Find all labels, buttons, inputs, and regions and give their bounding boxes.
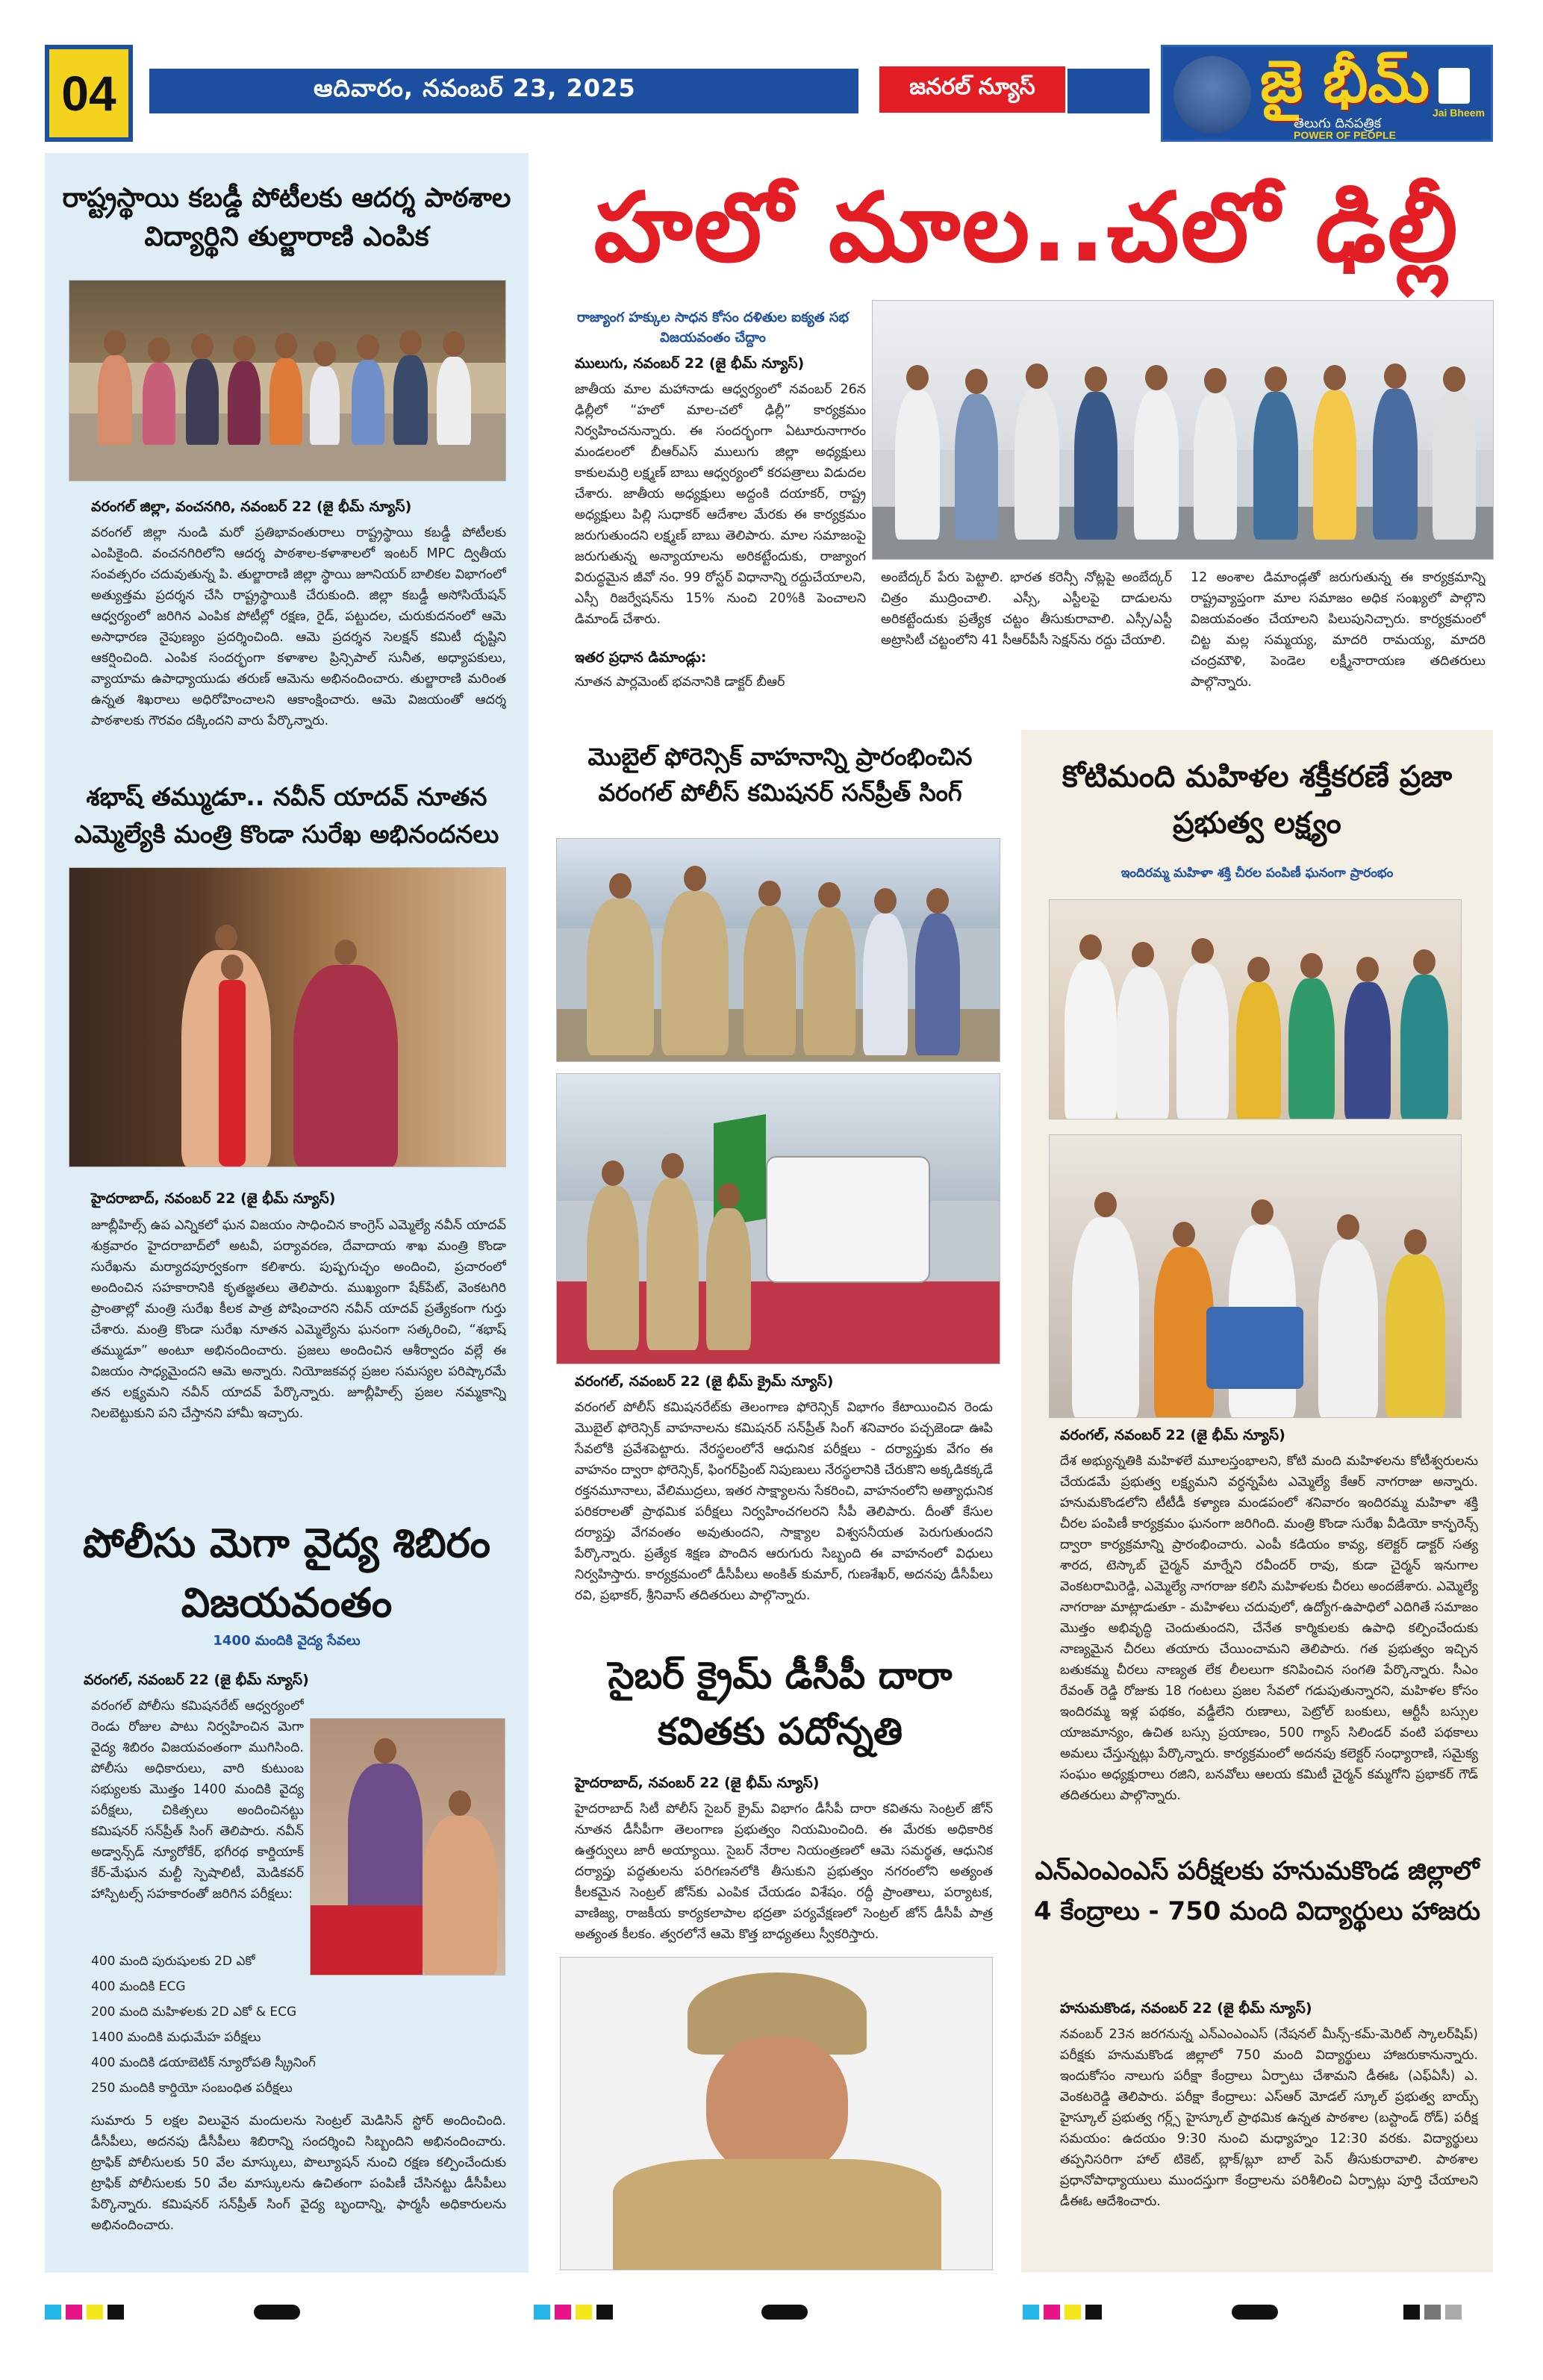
registration-pill-mark (761, 2305, 808, 2320)
color-registration-mark (45, 2305, 128, 2320)
mala-subhead: రాజ్యాంగ హక్కుల సాధన కోసం దళితుల ఐక్యత సభ విజయవంతం చేద్దాం (577, 310, 849, 346)
date-band (149, 69, 858, 113)
women-subhead: ఇందిరమ్మ మహిళా శక్తి చీరల పంపిణీ ఘనంగా ప్రారంభం (1120, 866, 1394, 881)
naveen-photo (69, 867, 506, 1167)
forensic-headline: మొబైల్ ఫోరెన్సిక్ వాహనాన్ని ప్రారంభించిన వరంగల్ పోలీస్ కమిషనర్ సన్‌ప్రీత్ సింగ్ (587, 743, 973, 807)
kabaddi-headline: రాష్ట్రస్థాయి కబడ్డీ పోటీలకు ఆదర్శ పాఠశాల విద్యార్థిని తుల్జారాణి ఎంపిక (62, 183, 511, 253)
section-tag (877, 64, 1067, 115)
naveen-body: జూబ్లీహిల్స్ ఉప ఎన్నికలో ఘన విజయం సాధించిన కాంగ్రెస్ ఎమ్మెల్యే నవీన్ యాదవ్ శుక్రవారం హైదరాబాద్‌లో అటవీ, పర్యావరణ, దేవాదాయ శాఖ మంత్రి కొండా సురేఖను మర్యాదపూర్వకంగా కలిశారు. పుష్పగుచ్ఛం అందించి, ప్రచారంలో అందించిన సహకారానికి కృతజ్ఞతలు తెలిపారు. ముఖ్యంగా షేక్‌పేట్, వెంకటగిరి ప్రాంతాల్లో మంత్రి సురేఖ కీలక పాత్ర పోషించారని నవీన్ యాదవ్ ప్రత్యేకంగా గుర్తు చేశారు. మంత్రి కొండా సురేఖ నూతన ఎమ్మెల్యేను ఘనంగా సత్కరించి, “శభాష్ తమ్ముడూ” అంటూ అభినందించారు. ప్రజలు అందించిన ఆశీర్వాదం వల్లే ఈ విజయం సాధ్యమైందని ఆమె అన్నారు. నియోజకవర్గ ప్రజల సమస్యల పరిష్కారమే తన లక్ష్యమని నవీన్ యాదవ్ పేర్కొన్నారు. జూబ్లీహిల్స్ ప్రజల నమ్మకాన్ని నిలబెట్టుకుని పని చేస్తానని హామీ ఇచ్చారు. (91, 1218, 506, 1421)
medical-headline: పోలీసు మెగా వైద్య శిబిరం విజయవంతం (82, 1519, 491, 1626)
mala-byline: ములుగు, నవంబర్ 22 (జై భీమ్ న్యూస్) (575, 355, 805, 372)
registration-pill-mark (254, 2305, 300, 2320)
color-registration-mark (534, 2305, 617, 2320)
nmms-byline: హనుమకొండ, నవంబర్ 22 (జై భీమ్ న్యూస్) (1060, 2000, 1312, 2017)
forensic-photo-2 (556, 1073, 1000, 1364)
women-byline: వరంగల్, నవంబర్ 22 (జై భీమ్ న్యూస్) (1060, 1427, 1285, 1443)
mala-column-three: 12 అంశాల డిమాండ్లతో జరుగుతున్న ఈ కార్యక్రమాన్ని రాష్ట్రవ్యాప్తంగా మాల సమాజం అధిక సంఖ్యలో పాల్గొని విజయవంతం చేయాలని పిలుపునిచ్చారు. కార్యక్రమంలో చిట్ట మల్ల సమ్మయ్య, మాదరి రామయ్య, మాదరి చంద్రమౌళి, పెండెల లక్ష్మీనారాయణ తదితరులు పాల్గొన్నారు. (1191, 570, 1486, 690)
brand-tagline: తెలుగు దినపత్రిక (1294, 116, 1382, 131)
brand-tagline-en: POWER OF PEOPLE (1294, 129, 1396, 141)
medical-test-item: 1400 మందికి మధుమేహ పరీక్షలు (91, 2030, 261, 2045)
medical-test-item: 400 మందికి డయాబెటిక్ న్యూరోపతి స్క్రీనింగ్ (91, 2055, 316, 2070)
newspaper-logo (1161, 45, 1493, 142)
brand-name-en: Jai Bheem (1432, 107, 1485, 119)
women-photo-1 (1049, 899, 1462, 1119)
kabaddi-photo (69, 280, 506, 481)
women-photo-2 (1049, 1134, 1462, 1418)
medical-subhead: 1400 మందికి వైద్య సేవలు (213, 1633, 361, 1649)
medical-test-item: 200 మంది మహిళలకు 2D ఎకో & ECG (91, 2005, 297, 2020)
color-registration-mark (1023, 2305, 1106, 2320)
dcp-kavitha-photo (560, 1957, 993, 2270)
forensic-body: వరంగల్ పోలీస్ కమిషనరేట్‌కు తెలంగాణ ఫోరెన్సిక్ విభాగం కేటాయించిన రెండు మొబైల్ ఫోరెన్సిక్ వాహనాలను కమిషనర్ సన్‌ప్రీత్ సింగ్ శనివారం పచ్చజెండా ఊపి సేవలోకి ప్రవేశపెట్టారు. నేరస్థలంలోనే ఆధునిక పరీక్షలు - దర్యాప్తుకు వేగం ఈ వాహనం ద్వారా ఫోరెన్సిక్, ఫింగర్‌ప్రింట్ నిపుణులు నేరస్థలానికి చేరుకొని అక్కడికక్కడే రక్తనమూనాలు, వేలిముద్రలు, ఇతర సాక్ష్యాలను సేకరించి, వాహనంలోని అత్యాధునిక పరికరాలతో ప్రాథమిక పరీక్షలు నిర్వహించగలరని సీపీ తెలిపారు. దీంతో కేసుల దర్యాప్తు వేగవంతం అవుతుందని, సాక్ష్యాల విశ్వసనీయత పెరుగుతుందని పేర్కొన్నారు. ప్రత్యేక శిక్షణ పొందిన ఆరుగురు సిబ్బంది ఈ వాహనంలో విధులు నిర్వహిస్తారు. కార్యక్రమంలో డీసీపీలు అంకిత్ కుమార్, గుణశేఖర్, అదనపు డీసీపీలు రవి, ప్రభాకర్, శ్రీనివాస్ తదితరులు పాల్గొన్నారు. (575, 1400, 993, 1603)
mala-demands-line: నూతన పార్లమెంట్ భవనానికి డాక్టర్ బీఆర్ (575, 675, 785, 690)
forensic-photo-1 (556, 838, 1000, 1062)
naveen-byline: హైదరాబాద్, నవంబర్ 22 (జై భీమ్ న్యూస్) (91, 1190, 336, 1207)
cyber-byline: హైదరాబాద్, నవంబర్ 22 (జై భీమ్ న్యూస్) (575, 1775, 820, 1791)
cyber-body: హైదరాబాద్ సిటీ పోలీస్ సైబర్ క్రైమ్ విభాగం డీసీపీ దారా కవితను సెంట్రల్ జోన్ నూతన డీసీపీగా తెలంగాణ ప్రభుత్వం నియమించింది. ఈ మేరకు అధికారిక ఉత్తర్వులు జారీ అయ్యాయి. సైబర్ నేరాల నియంత్రణలో ఆమె సమర్థత, ఆధునిక దర్యాప్తు పద్ధతులను పరిగణనలోకి తీసుకుని ప్రభుత్వం నగరంలోని అత్యంత కీలకమైన సెంట్రల్ జోన్‌కు ఎంపిక చేయడం విశేషం. రద్దీ ప్రాంతాలు, పర్యాటక, వాణిజ్య, రాజకీయ కార్యకలాపాల భద్రతా పర్యవేక్షణలో సెంట్రల్ జోన్ డీసీపీ పాత్ర అత్యంత కీలకం. త్వరలోనే ఆమె కొత్త బాధ్యతలు స్వీకరిస్తారు. (575, 1802, 993, 1942)
color-registration-mark (1403, 2305, 1466, 2320)
medical-test-item: 400 మందికి ECG (91, 1979, 186, 1994)
medical-byline: వరంగల్, నవంబర్ 22 (జై భీమ్ న్యూస్) (84, 1672, 309, 1688)
section-label: జనరల్ న్యూస్ (909, 74, 1035, 100)
date-band-end (1067, 69, 1150, 113)
medical-body-continued: సుమారు 5 లక్షల విలువైన మందులను సెంట్రల్ మెడిసిన్ స్టోర్ అందించింది. డీసీపీలు, అదనపు డీసీపీలు శిబిరాన్ని సందర్శించి సిబ్బందిని అభినందించారు. ట్రాఫిక్ పోలీసులకు 50 వేల మాస్కులు, పొల్యూషన్ నుంచి రక్షణ కల్పించేందుకు ట్రాఫిక్ పోలీసులకు 50 వేల మాస్కులను ఉచితంగా పంపిణీ చేసినట్టు డీసీపీలు పేర్కొన్నారు. కమిషనర్ సన్‌ప్రీత్ సింగ్ వైద్య బృందాన్ని, ఫార్మసీ అధికారులను అభినందించారు. (91, 2114, 506, 2233)
page-number: 04 (61, 66, 116, 121)
brand-name: జై భీమ్ (1260, 49, 1430, 116)
issue-date: ఆదివారం, నవంబర్ 23, 2025 (314, 74, 636, 102)
nmms-headline: ఎన్‌ఎంఎంఎస్ పరీక్షలకు హనుమకొండ జిల్లాలో 4 కేంద్రాలు - 750 మంది విద్యార్థులు హాజరు (1034, 1856, 1480, 1927)
medical-photo (310, 1718, 505, 1975)
women-body: దేశ అభ్యున్నతికి మహిళలే మూలస్తంభాలని, కోటి మంది మహిళలను కోటీశ్వరులను చేయడమే ప్రభుత్వ లక్ష్యమని వర్ధన్నపేట ఎమ్మెల్యే కేఆర్ నాగరాజు అన్నారు. హనుమకొండలోని టీటీడీ కళ్యాణ మండపంలో శనివారం ఇందిరమ్మ మహిళా శక్తి చీరల పంపిణీ కార్యక్రమం ఘనంగా జరిగింది. మంత్రి కొండా సురేఖ వీడియో కాన్ఫరెన్స్ ద్వారా కార్యక్రమాన్ని ప్రారంభించారు. ఎంపీ కడియం కావ్య, కలెక్టర్ డాక్టర్ సత్య శారద, టెస్కాబ్ చైర్మన్ మార్నేని రవీందర్ రావు, కుడా చైర్మన్ ఇనుగాల వెంకటరామిరెడ్డి, ఎమ్మెల్యే నాగరాజు కలిసి మహిళలకు చీరలు అందజేశారు. ఎమ్మెల్యే నాగరాజు మాట్లాడుతూ - మహిళలు చదువులో, ఉద్యోగ-ఉపాధిలో ఎదిగితే సమాజం మొత్తం అభివృద్ధి చెందుతుందని, చేనేత కార్మికులకు ఉపాధి కల్పించేందుకు నాణ్యమైన చీరలు తయారు చేయించామని తెలిపారు. గత ప్రభుత్వం ఇచ్చిన బతుకమ్మ చీరలు నాణ్యత లేక లీలలుగా కనిపించిన సంగతి పేర్కొన్నారు. సీఎం రేవంత్ రెడ్డి రోజుకు 18 గంటలు ప్రజల సేవలో గడుపుతున్నారని, మహిళల కోసం ఇందిరమ్మ ఇళ్ల పథకం, వడ్డీలేని రుణాలు, పెట్రోల్ బంకులు, ఆర్టీసీ బస్సుల యాజమాన్యం, ఉచిత బస్సు ప్రయాణం, 500 గ్యాస్ సిలిండర్ వంటి పథకాలు అమలు చేస్తున్నట్లు పేర్కొన్నారు. కార్యక్రమంలో అదనపు కలెక్టర్ సంధ్యారాణి, సమైక్య సంఘం అధ్యక్షురాలు రజిని, బనవోలు ఆలయ కమిటీ చైర్మన్ కమ్మగోని ప్రభాకర్ గౌడ్ తదితరులు పాల్గొన్నారు. (1060, 1454, 1478, 1803)
cyber-headline: సైబర్ క్రైమ్ డీసీపీ దారా కవితకు పదోన్నతి (608, 1654, 953, 1753)
medical-body: వరంగల్ పోలీసు కమిషనరేట్ ఆధ్వర్యంలో రెండు రోజుల పాటు నిర్వహించిన మెగా వైద్య శిబిరం విజయవంతంగా ముగిసింది. పోలీసు అధికారులు, వారి కుటుంబ సభ్యులకు మొత్తం 1400 మందికి వైద్య పరీక్షలు, చికిత్సలు అందించినట్టు కమిషనర్ సన్‌ప్రీత్ సింగ్ తెలిపారు. నవీన్ అడ్వాన్స్‌డ్ న్యూరోకేర్, భగీరథ కార్డియాక్ కేర్-మేఘన మల్టీ స్పెషాలిటీ, మెడికవర్ హాస్పిటల్స్ సహకారంతో జరిగిన పరీక్షలు: (91, 1699, 304, 1902)
kabaddi-byline: వరంగల్ జిల్లా, వంచనగిరి, నవంబర్ 22 (జై భీమ్ న్యూస్) (91, 499, 412, 515)
mala-column-two: అంబేద్కర్ పేరు పెట్టాలి. భారత కరెన్సీ నోట్లపై అంబేద్కర్ చిత్రం ముద్రించాలి. ఎస్సీ, ఎస్టీలపై దాడులను అరికట్టేందుకు ప్రత్యేక చట్టం తీసుకురావాలి. ఎస్సీ/ఎస్టీ అట్రాసిటీ చట్టంలోని 41 సీఆర్‌పీసీ సెక్షన్‌ను రద్దు చేయాలి. (881, 570, 1172, 648)
medical-test-item: 250 మందికి కార్డియో సంబంధిత పరీక్షలు (91, 2081, 293, 2096)
main-headline: హలో మాల..చలో ఢిల్లీ (593, 172, 1459, 284)
brand-emblem-icon (1438, 68, 1470, 104)
mala-demands-title: ఇతర ప్రధాన డిమాండ్లు: (575, 649, 707, 666)
nmms-body: నవంబర్ 23న జరగనున్న ఎన్‌ఎంఎంఎస్ (నేషనల్ మీన్స్-కమ్-మెరిట్ స్కాలర్‌షిప్) పరీక్షకు హనుమకొండ జిల్లాలో 750 మంది విద్యార్థులు హాజరుకానున్నారు. ఇందుకోసం నాలుగు పరీక్షా కేంద్రాలు ఏర్పాటు చేశామని డీఈఓ (ఎఫ్ఏసీ) ఎ. వెంకటరెడ్డి తెలిపారు. పరీక్షా కేంద్రాలు: ఎస్ఆర్ మోడల్ స్కూల్ ప్రభుత్వ బాయ్స్ హైస్కూల్ ప్రభుత్వ గర్ల్స్ హైస్కూల్ ప్రాథమిక ఉన్నత పాఠశాల (బస్టాండ్ రోడ్) పరీక్ష సమయం: ఉదయం 9:30 నుంచి మధ్యాహ్నం 12:30 వరకు. విద్యార్థులు తప్పనిసరిగా హాల్ టికెట్, బ్లాక్/బ్లూ బాల్ పెన్ తీసుకురావాలి. పాఠశాల ప్రధానోపాధ్యాయులు ముందస్తుగా కేంద్రాలను పరిశీలించి ఏర్పాట్లు పూర్తి చేయాలని డీఈఓ ఆదేశించారు. (1060, 2027, 1478, 2209)
mala-body: జాతీయ మాల మహానాడు ఆధ్వర్యంలో నవంబర్ 26న ఢిల్లీలో “హలో మాల-చలో ఢిల్లీ” కార్యక్రమం నిర్వహించనున్నారు. ఈ సందర్భంగా ఏటూరునాగారం మండలంలో బీఆర్ఎస్ ములుగు జిల్లా అధ్యక్షులు కాకులమర్రి లక్ష్మణ్ బాబు ఆధ్వర్యంలో కరపత్రాలు విడుదల చేశారు. జాతీయ అధ్యక్షులు అద్దంకి దయాకర్, రాష్ట్ర అధ్యక్షులు పిల్లి సుధాకర్ ఆదేశాల మేరకు ఈ కార్యక్రమం జరుగుతుందని లక్ష్మణ్ బాబు తెలిపారు. మాల సమాజంపై జరుగుతున్న అన్యాయాలను అరికట్టేందుకు, రాజ్యాంగ విరుద్ధమైన జీవో నం. 99 రోస్టర్ విధానాన్ని రద్దుచేయాలని, ఎస్సీ రిజర్వేషన్‌ను 15% నుంచి 20%కి పెంచాలని డిమాండ్ చేశారు. (575, 382, 866, 627)
kabaddi-body: వరంగల్ జిల్లా నుండి మరో ప్రతిభావంతురాలు రాష్ట్రస్థాయి కబడ్డీ పోటీలకు ఎంపికైంది. వంచనగిరిలోని ఆదర్శ పాఠశాల-కళాశాలలో ఇంటర్ MPC ద్వితీయ సంవత్సరం చదువుతున్న పి. తుల్జారాణి జిల్లా స్థాయి జూనియర్ బాలికల విభాగంలో అత్యుత్తమ ప్రదర్శన చేసి రాష్ట్రస్థాయికి చేరుకుంది. జిల్లా కబడ్డీ అసోసియేషన్ ఆధ్వర్యంలో జరిగిన ఎంపిక పోటీల్లో రక్షణ, రైడ్, పట్టుదల, చురుకుదనంలో ఆమె అసాధారణ నైపుణ్యం ప్రదర్శించింది. ఆమె ప్రదర్శన సెలక్షన్ కమిటీ దృష్టిని ఆకర్షించింది. ఎంపిక సందర్భంగా కళాశాల ప్రిన్సిపాల్ సునీత, అధ్యాపకులు, వ్యాయామ ఉపాధ్యాయుడు తరుణ్ ఆమెను అభినందించారు. తుల్జారాణి మరింత ఉన్నత శిఖరాలు అధిరోహించాలని ఆకాంక్షించారు. ఆమె విజయంతో ఆదర్శ పాఠశాలకు గౌరవం దక్కిందని వారు పేర్కొన్నారు. (91, 525, 506, 728)
page-number-box (45, 45, 133, 142)
women-headline: కోటిమంది మహిళల శక్తీకరణే ప్రజా ప్రభుత్వ లక్ష్యం (1062, 760, 1453, 840)
ambedkar-portrait-icon (1173, 56, 1251, 134)
registration-pill-mark (1232, 2305, 1278, 2320)
mala-photo (872, 300, 1494, 560)
naveen-headline: శభాష్ తమ్ముడూ.. నవీన్ యాదవ్ నూతన ఎమ్మెల్యేకి మంత్రి కొండా సురేఖ అభినందనలు (74, 782, 499, 849)
medical-test-item: 400 మంది పురుషులకు 2D ఎకో (91, 1954, 255, 1969)
forensic-byline: వరంగల్, నవంబర్ 22 (జై భీమ్ క్రైమ్ న్యూస్) (575, 1373, 834, 1390)
